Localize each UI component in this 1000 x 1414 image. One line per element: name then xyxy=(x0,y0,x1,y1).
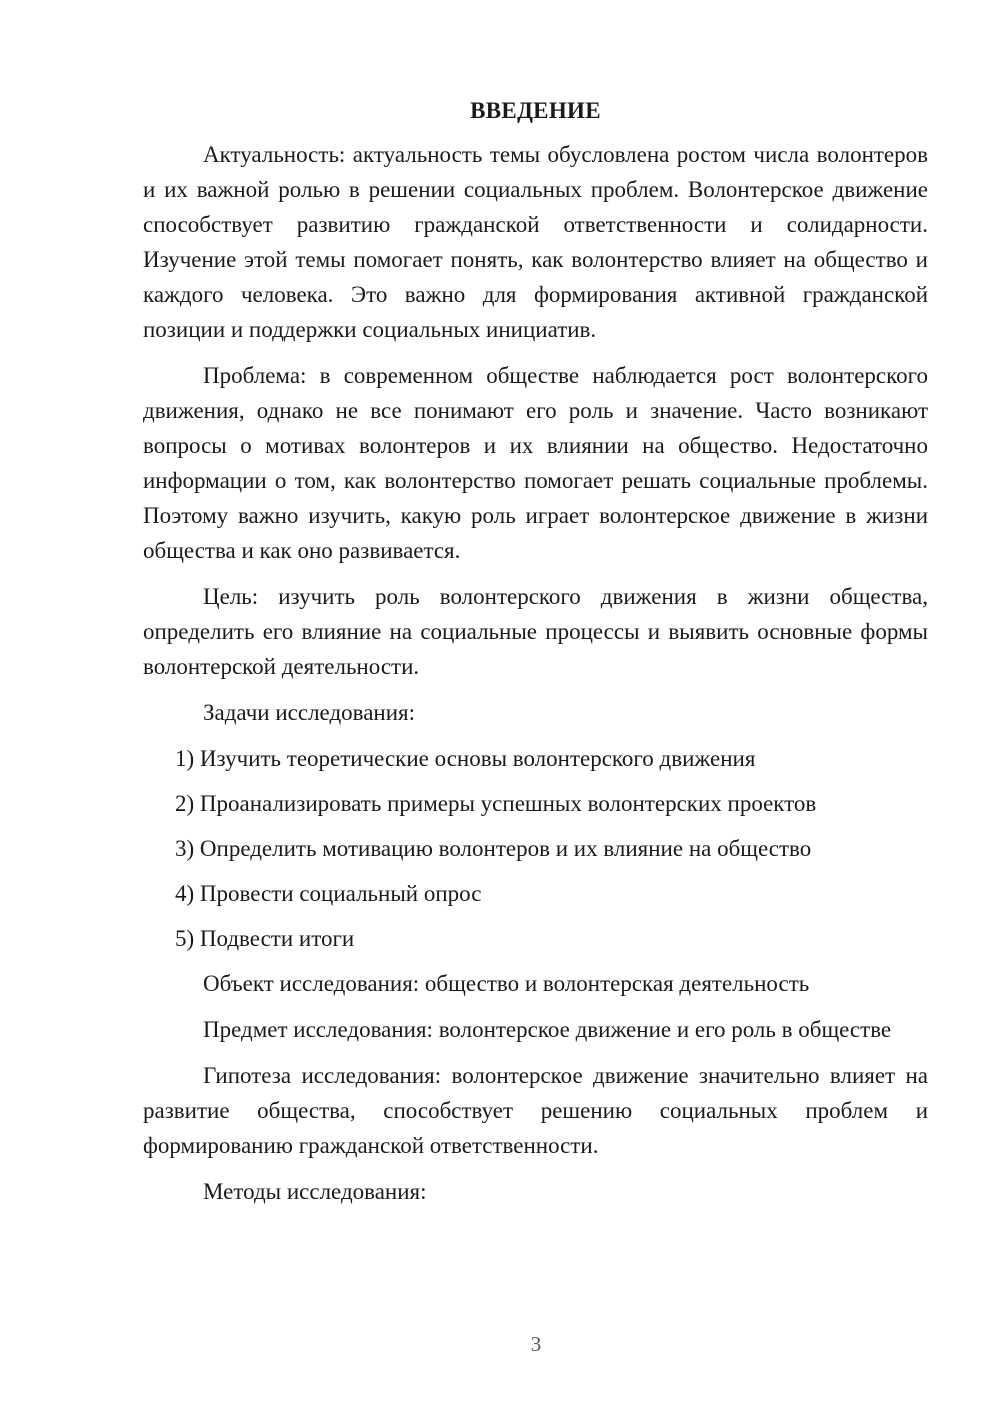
list-item: 3) Определить мотивацию волонтеров и их влияние на общество xyxy=(175,836,812,861)
paragraph-methods: Методы исследования: xyxy=(203,1179,427,1204)
document-page xyxy=(143,96,928,1220)
page-number: 3 xyxy=(530,1332,542,1356)
list-item: 5) Подвести итоги xyxy=(175,926,355,951)
tasks-list xyxy=(143,741,928,956)
paragraph-goal: Цель: изучить роль волонтерского движения в жизни общества, определить его влияние на социальные процессы и выявить основные формы волонтерской деятельности. xyxy=(143,584,928,679)
section-title: ВВЕДЕНИЕ xyxy=(470,98,601,123)
paragraph-subject: Предмет исследования: волонтерское движение и его роль в обществе xyxy=(203,1017,892,1042)
paragraph-object: Объект исследования: общество и волонтерская деятельность xyxy=(203,971,810,996)
paragraph-hypothesis: Гипотеза исследования: волонтерское движение значительно влияет на развитие общества, способствует решению социальных проблем и формированию гражданской ответственности. xyxy=(143,1063,928,1158)
paragraph-tasks-heading: Задачи исследования: xyxy=(203,700,416,725)
paragraph-relevance: Актуальность: актуальность темы обусловлена ростом числа волонтеров и их важной ролью в решении социальных проблем. Волонтерское движение способствует развитию гражданской ответственности и солидарности. Изучение этой темы помогает понять, как волонтерство влияет на общество и каждого человека. Это важно для формирования активной гражданской позиции и поддержки социальных инициатив. xyxy=(143,142,928,342)
list-item: 1) Изучить теоретические основы волонтерского движения xyxy=(175,746,756,771)
list-item: 2) Проанализировать примеры успешных волонтерских проектов xyxy=(175,791,817,816)
paragraph-problem: Проблема: в современном обществе наблюдается рост волонтерского движения, однако не все понимают его роль и значение. Часто возникают вопросы о мотивах волонтеров и их влиянии на общество. Недостаточно информации о том, как волонтерство помогает решать социальные проблемы. Поэтому важно изучить, какую роль играет волонтерское движение в жизни общества и как оно развивается. xyxy=(143,363,928,563)
list-item: 4) Провести социальный опрос xyxy=(175,881,482,906)
